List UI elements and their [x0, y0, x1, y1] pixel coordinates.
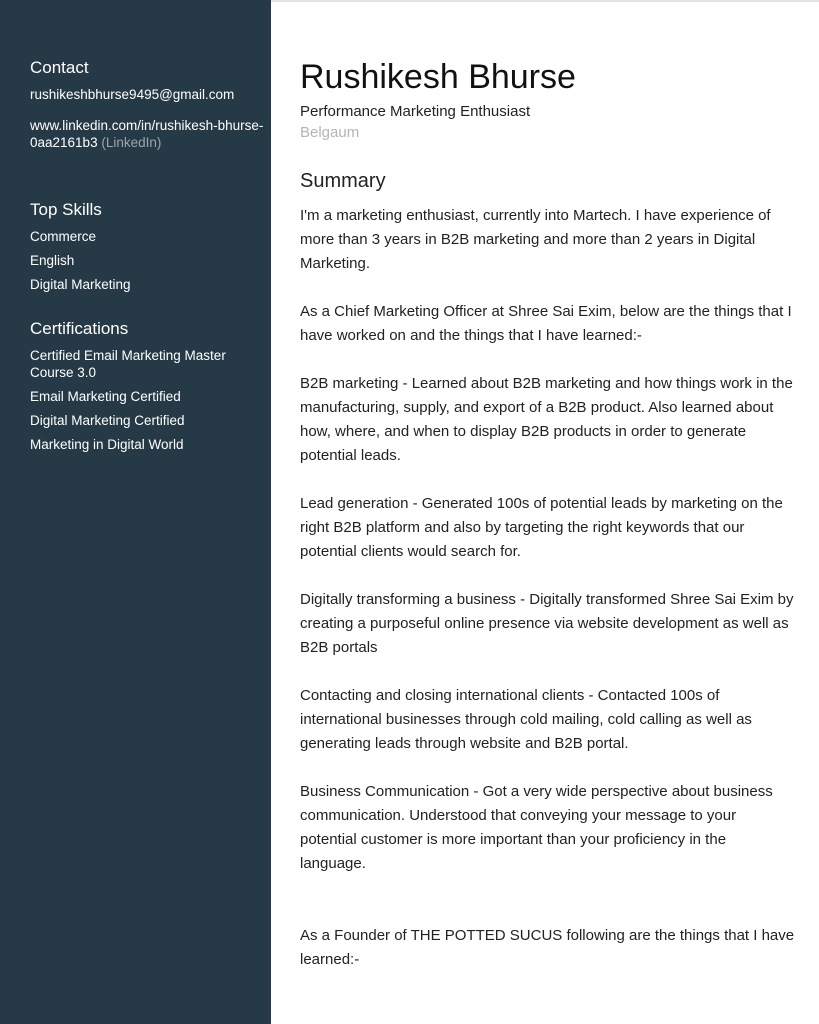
summary-body	[300, 204, 795, 996]
profile-name: Rushikesh Bhurse	[300, 58, 576, 96]
top-skills-heading: Top Skills	[30, 200, 102, 219]
summary-paragraph: Digitally transforming a business - Digitally transformed Shree Sai Exim by creating a purposeful online presence via website development as well as B2B portals	[300, 591, 794, 656]
summary-paragraph: Business Communication - Got a very wide perspective about business communication. Understood that conveying your message to your potential customer is more important than your proficiency in the language.	[300, 783, 773, 872]
certifications-heading: Certifications	[30, 319, 129, 338]
contact-section	[30, 58, 264, 151]
certification-item: Digital Marketing Certified	[30, 413, 185, 428]
summary-paragraph: As a Founder of THE POTTED SUCUS following are the things that I have learned:-	[300, 927, 795, 968]
sidebar	[0, 0, 271, 1024]
skill-item: Commerce	[30, 229, 97, 244]
contact-email[interactable]: rushikeshbhurse9495@gmail.com	[30, 87, 235, 102]
certification-item: Certified Email Marketing Master Course 3.0	[30, 348, 226, 380]
summary-paragraph: As a Chief Marketing Officer at Shree Sai Exim, below are the things that I have worked on and the things that I have learned:-	[300, 303, 792, 344]
summary-paragraph: I'm a marketing enthusiast, currently into Martech. I have experience of more than 3 years in B2B marketing and more than 2 years in Digital Marketing.	[300, 207, 771, 272]
summary-paragraph: B2B marketing - Learned about B2B marketing and how things work in the manufacturing, supply, and export of a B2B product. Also learned about how, where, and when to display B2B products in order to generate potential leads.	[300, 375, 793, 464]
skill-item: Digital Marketing	[30, 277, 131, 292]
linkedin-url[interactable]: www.linkedin.com/in/rushikesh-bhurse-0aa2161b3	[30, 118, 264, 150]
skill-item: English	[30, 253, 75, 268]
certification-item: Email Marketing Certified	[30, 389, 181, 404]
profile-headline: Performance Marketing Enthusiast	[300, 103, 531, 120]
contact-heading: Contact	[30, 58, 89, 77]
contact-linkedin[interactable]	[30, 117, 266, 151]
summary-heading: Summary	[300, 170, 386, 192]
profile-location: Belgaum	[300, 124, 360, 141]
linkedin-tag: (LinkedIn)	[101, 135, 162, 150]
certification-item: Marketing in Digital World	[30, 437, 184, 452]
summary-paragraph: Contacting and closing international clients - Contacted 100s of international businesses through cold mailing, cold calling as well as generating leads through website and B2B portal.	[300, 687, 752, 752]
top-skills-section	[30, 200, 260, 300]
summary-paragraph: Lead generation - Generated 100s of potential leads by marketing on the right B2B platform and also by targeting the right keywords that our potential clients would search for.	[300, 495, 783, 560]
certifications-section	[30, 319, 260, 460]
